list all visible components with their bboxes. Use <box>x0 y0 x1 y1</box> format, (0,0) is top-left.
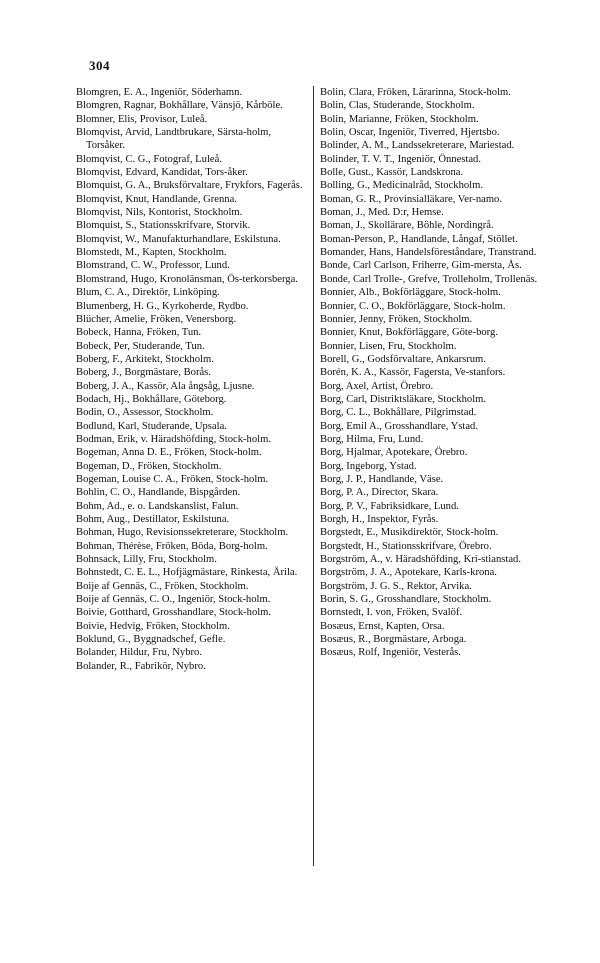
directory-entry: Blumenberg, H. G., Kyrkoherde, Rydbo. <box>76 300 249 312</box>
directory-entry: Bohm, Ad., e. o. Landskanslist, Falun. <box>76 500 239 512</box>
directory-entry: Borell, G., Godsförvaltare, Ankarsrum. <box>320 353 486 365</box>
directory-entry: Borg, P. V., Fabriksidkare, Lund. <box>320 500 459 512</box>
directory-entry: Borén, K. A., Kassör, Fagersta, Ve-stanfors. <box>320 367 506 379</box>
directory-entry: Borg, Ingeborg, Ystad. <box>320 460 417 472</box>
directory-entry: Borg, C. L., Bokhållare, Pilgrimstad. <box>320 407 477 419</box>
directory-entry: Blomqvist, Knut, Handlande, Grenna. <box>76 193 237 205</box>
page-number: 304 <box>89 58 110 73</box>
directory-entry: Blomqvist, W., Manufakturhandlare, Eskilstuna. <box>76 233 281 245</box>
directory-entry: Blomstrand, C. W., Professor, Lund. <box>76 260 230 272</box>
directory-entry: Bonnier, Alb., Bokförläggare, Stock-holm. <box>320 287 501 299</box>
directory-entry: Boman, J., Skollärare, Böhle, Nordingrå. <box>320 220 494 232</box>
directory-entry: Bodin, O., Assessor, Stockholm. <box>76 407 214 419</box>
directory-entry: Borg, J. P., Handlande, Väse. <box>320 473 444 485</box>
directory-entry: Borgström, J. G. S., Rektor, Arvika. <box>320 580 472 592</box>
directory-entry: Bolin, Marianne, Fröken, Stockholm. <box>320 113 479 125</box>
directory-entry: Bodach, Hj., Bokhållare, Göteborg. <box>76 393 227 405</box>
directory-entry: Blomgren, E. A., Ingeniör, Söderhamn. <box>76 87 243 98</box>
directory-entry: Bobeck, Hanna, Fröken, Tun. <box>76 327 202 339</box>
directory-entry: Borgström, A., v. Häradshöfding, Kri-stianstad. <box>320 554 521 566</box>
directory-entry: Bolinder, A. M., Landssekreterare, Mariestad. <box>320 140 515 152</box>
directory-entry: Bolinder, T. V. T., Ingeniör, Önnestad. <box>320 153 481 165</box>
directory-entry: Borgström, J. A., Apotekare, Karls-krona. <box>320 567 497 579</box>
directory-entry: Borin, S. G., Grosshandlare, Stockholm. <box>320 594 492 606</box>
directory-entry: Blomgren, Ragnar, Bokhållare, Vänsjö, Kårböle. <box>76 100 283 112</box>
directory-entry: Bonnier, C. O., Bokförläggare, Stock-holm. <box>320 300 506 312</box>
directory-entry: Bohman, Hugo, Revisionssekreterare, Stockholm. <box>76 527 289 539</box>
directory-entry: Blücher, Amelie, Fröken, Venersborg. <box>76 313 237 325</box>
directory-entry: Boivie, Gotthard, Grosshandlare, Stock-holm. <box>76 607 272 619</box>
directory-entry: Bolander, R., Fabrikör, Nybro. <box>76 660 206 672</box>
directory-entry: Bosæus, Rolf, Ingeniör, Vesterås. <box>320 647 461 659</box>
directory-entry: Bodman, Erik, v. Häradshöfding, Stock-holm. <box>76 433 271 445</box>
directory-entry: Blomqvist, Edvard, Kandidat, Tors-åker. <box>76 167 248 179</box>
directory-entry: Bonnier, Lisen, Fru, Stockholm. <box>320 340 457 352</box>
directory-entry: Bogeman, Anna D. E., Fröken, Stock-holm. <box>76 447 262 459</box>
directory-entry: Blomstedt, M., Kapten, Stockholm. <box>76 247 227 259</box>
directory-entry: Boman, J., Med. D:r, Hemse. <box>320 207 444 219</box>
directory-entry: Blomqvist, Arvid, Landtbrukare, Särsta-holm, Torsåker. <box>76 127 272 152</box>
directory-entry: Borg, Hilma, Fru, Lund. <box>320 433 424 445</box>
directory-entry: Bonnier, Knut, Bokförläggare, Göte-borg. <box>320 327 498 339</box>
directory-entry: Boman-Person, P., Handlande, Långaf, Stöllet. <box>320 233 518 245</box>
directory-entry: Blomquist, S., Stationsskrifvare, Storvik. <box>76 220 251 232</box>
directory-entry: Bodlund, Karl, Studerande, Upsala. <box>76 420 227 432</box>
directory-entry: Bonde, Carl Carlson, Friherre, Gim-mersta, Ås. <box>320 260 522 272</box>
directory-entry: Borg, Axel, Artist, Örebro. <box>320 380 434 392</box>
directory-entry: Boklund, G., Byggnadschef, Gefle. <box>76 634 226 646</box>
directory-entry: Bornstedt, I. von, Fröken, Svalöf. <box>320 607 463 619</box>
directory-entry: Blum, C. A., Direktör, Linköping. <box>76 287 220 299</box>
right-column <box>320 86 552 660</box>
directory-entry: Bonde, Carl Trolle-, Grefve, Trolleholm, Trollenäs. <box>320 273 538 285</box>
directory-entry: Bogeman, Louise C. A., Fröken, Stock-holm. <box>76 473 269 485</box>
directory-entry: Bolin, Clas, Studerande, Stockholm. <box>320 100 475 112</box>
directory-entry: Bomander, Hans, Handelsföreståndare, Transtrand. <box>320 247 537 259</box>
directory-entry: Bohnstedt, C. E. L., Hofjägmästare, Rinkesta, Ärila. <box>76 567 298 579</box>
directory-entry: Blomner, Elis, Provisor, Luleå. <box>76 113 208 125</box>
directory-entry: Borg, P. A., Director, Skara. <box>320 487 439 499</box>
directory-entry: Bosæus, R., Borgmästare, Arboga. <box>320 634 467 646</box>
column-divider <box>313 86 314 866</box>
directory-entry: Boberg, J., Borgmästare, Borås. <box>76 367 211 379</box>
directory-entry: Boije af Gennäs, C. O., Ingeniör, Stock-holm. <box>76 594 271 606</box>
directory-entry: Bolander, Hildur, Fru, Nybro. <box>76 647 202 659</box>
directory-entry: Borg, Emil A., Grosshandlare, Ystad. <box>320 420 479 432</box>
directory-entry: Blomqvist, C. G., Fotograf, Luleå. <box>76 153 222 165</box>
directory-entry: Bosæus, Ernst, Kapten, Orsa. <box>320 620 445 632</box>
directory-entry: Borgstedt, H., Stationsskrifvare, Örebro. <box>320 540 492 552</box>
directory-entry: Bobeck, Per, Studerande, Tun. <box>76 340 205 352</box>
directory-entry: Boivie, Hedvig, Fröken, Stockholm. <box>76 620 230 632</box>
directory-entry: Bolin, Clara, Fröken, Lärarinna, Stock-holm. <box>320 87 511 98</box>
directory-entry: Bohm, Aug., Destillator, Eskilstuna. <box>76 514 230 525</box>
directory-entry: Borgh, H., Inspektor, Fyrås. <box>320 514 439 525</box>
directory-entry: Boberg, F., Arkitekt, Stockholm. <box>76 353 214 365</box>
directory-entry: Borg, Hjalmar, Apotekare, Örebro. <box>320 447 468 459</box>
directory-entry: Boberg, J. A., Kassör, Ala ångsåg, Ljusne. <box>76 380 255 392</box>
directory-entry: Bohman, Thérèse, Fröken, Böda, Borg-holm. <box>76 540 268 552</box>
directory-entry: Bolin, Oscar, Ingeniör, Tiverred, Hjertsbo. <box>320 127 500 139</box>
directory-entry: Blomquist, G. A., Bruksförvaltare, Frykfors, Fagerås. <box>76 180 303 192</box>
directory-entry: Bolle, Gust., Kassör, Landskrona. <box>320 167 464 179</box>
directory-entry: Borgstedt, E., Musikdirektör, Stock-holm. <box>320 527 499 539</box>
directory-entry: Blomqvist, Nils, Kontorist, Stockholm. <box>76 207 243 219</box>
left-column <box>76 86 308 673</box>
directory-entry: Bolling, G., Medicinalråd, Stockholm. <box>320 180 484 192</box>
directory-entry: Bohlin, C. O., Handlande, Bispgården. <box>76 487 241 499</box>
directory-entry: Borg, Carl, Distriktsläkare, Stockholm. <box>320 393 487 405</box>
directory-entry: Blomstrand, Hugo, Kronolänsman, Ös-terkorsberga. <box>76 273 298 285</box>
directory-entry: Boije af Gennäs, C., Fröken, Stockholm. <box>76 580 249 592</box>
directory-entry: Boman, G. R., Provinsialläkare, Ver-namo. <box>320 193 503 205</box>
directory-entry: Bohnsack, Lilly, Fru, Stockholm. <box>76 554 217 566</box>
directory-entry: Bonnier, Jenny, Fröken, Stockholm. <box>320 313 473 325</box>
directory-entry: Bogeman, D., Fröken, Stockholm. <box>76 460 222 472</box>
